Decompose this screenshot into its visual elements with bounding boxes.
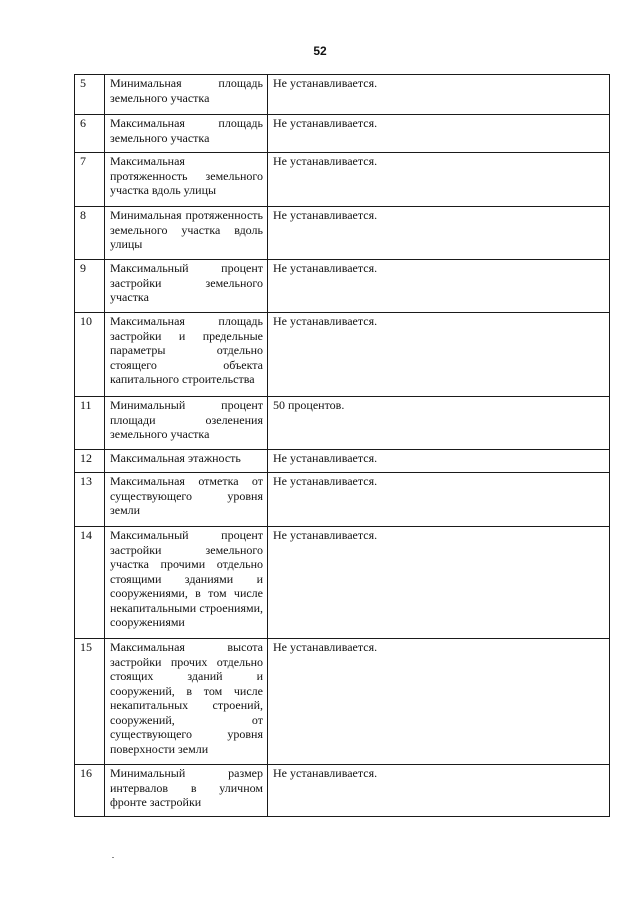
parameter-value: Не устанавливается. <box>268 115 610 153</box>
table-row <box>75 260 610 313</box>
row-number: 14 <box>75 527 105 639</box>
parameter-value: Не устанавливается. <box>268 260 610 313</box>
table-row <box>75 115 610 153</box>
parameter-name: Максимальная отметка от существующего уровня земли <box>105 473 268 527</box>
row-number: 5 <box>75 75 105 115</box>
row-number: 9 <box>75 260 105 313</box>
page-number: 52 <box>313 44 327 58</box>
table-row <box>75 473 610 527</box>
parameter-value: Не устанавливается. <box>268 527 610 639</box>
parameter-name: Максимальная протяженность земельного участка вдоль улицы <box>105 153 268 207</box>
table-row <box>75 313 610 397</box>
parameter-value: Не устанавливается. <box>268 765 610 817</box>
parameter-value: Не устанавливается. <box>268 153 610 207</box>
parameter-name: Минимальная протяженность земельного участка вдоль улицы <box>105 207 268 260</box>
row-number: 16 <box>75 765 105 817</box>
table-row <box>75 639 610 765</box>
parameters-table <box>74 74 610 817</box>
table-row <box>75 75 610 115</box>
parameter-name: Максимальный процент застройки земельного участка <box>105 260 268 313</box>
row-number: 10 <box>75 313 105 397</box>
table-row <box>75 153 610 207</box>
row-number: 13 <box>75 473 105 527</box>
table-row <box>75 397 610 450</box>
table-row <box>75 450 610 473</box>
parameter-value: Не устанавливается. <box>268 207 610 260</box>
row-number: 6 <box>75 115 105 153</box>
row-number: 7 <box>75 153 105 207</box>
table-row <box>75 207 610 260</box>
table-row <box>75 527 610 639</box>
parameter-value: Не устанавливается. <box>268 75 610 115</box>
parameter-name: Максимальный процент застройки земельного участка прочими отдельно стоящими зданиями и сооружениями, в том числе некапитальными строениями, сооружениями <box>105 527 268 639</box>
row-number: 12 <box>75 450 105 473</box>
row-number: 8 <box>75 207 105 260</box>
parameter-name: Минимальный размер интервалов в уличном фронте застройки <box>105 765 268 817</box>
parameter-name: Минимальная площадь земельного участка <box>105 75 268 115</box>
parameter-value: Не устанавливается. <box>268 450 610 473</box>
parameter-value: 50 процентов. <box>268 397 610 450</box>
row-number: 15 <box>75 639 105 765</box>
parameter-value: Не устанавливается. <box>268 473 610 527</box>
parameter-value: Не устанавливается. <box>268 313 610 397</box>
parameter-value: Не устанавливается. <box>268 639 610 765</box>
parameter-name: Максимальная площадь застройки и предельные параметры отдельно стоящего объекта капитального строительства <box>105 313 268 397</box>
row-number: 11 <box>75 397 105 450</box>
parameter-name: Максимальная высота застройки прочих отдельно стоящих зданий и сооружений, в том числе некапитальных строений, сооружений, от существующего уровня поверхности земли <box>105 639 268 765</box>
parameter-name: Максимальная этажность <box>105 450 268 473</box>
parameter-name: Максимальная площадь земельного участка <box>105 115 268 153</box>
parameter-name: Минимальный процент площади озеленения земельного участка <box>105 397 268 450</box>
scan-speck <box>112 857 114 858</box>
table-row <box>75 765 610 817</box>
